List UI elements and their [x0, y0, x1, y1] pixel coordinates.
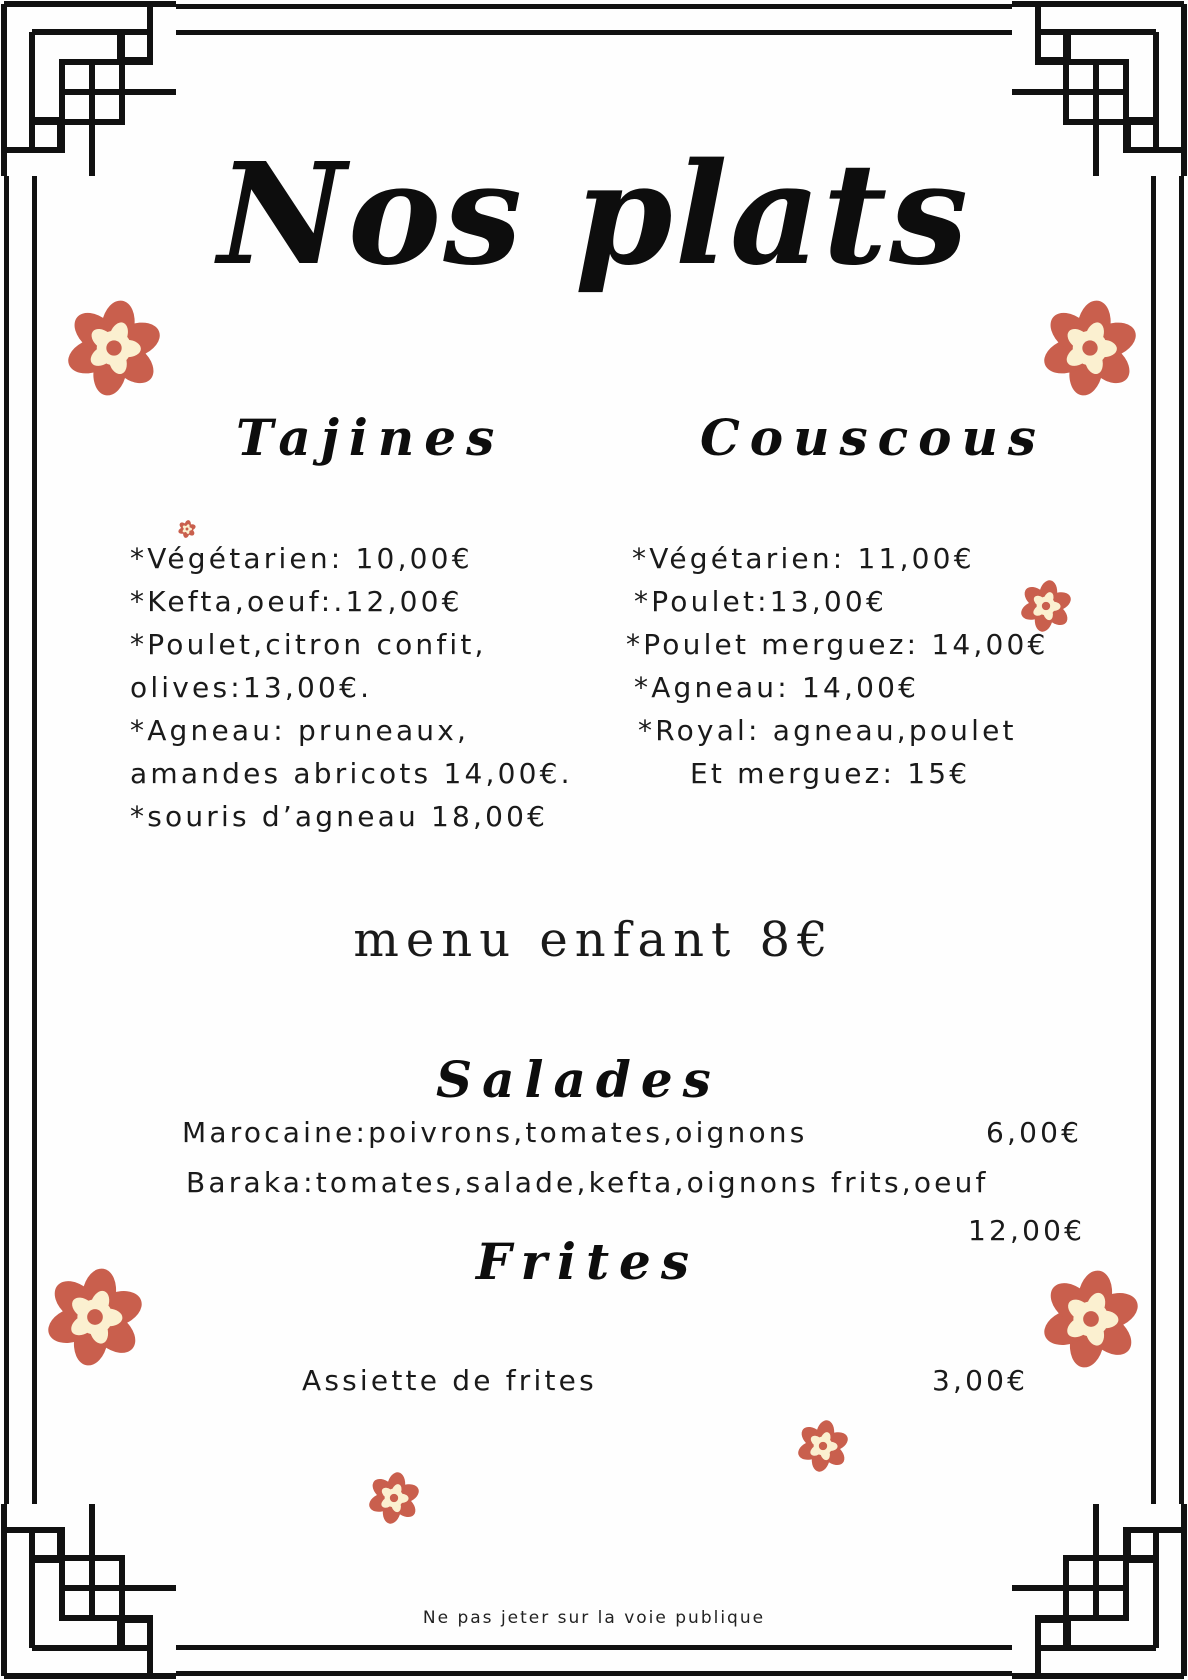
- tajine-item: *souris d’agneau 18,00€: [130, 800, 549, 833]
- section-title-frites: Frites: [476, 1232, 700, 1291]
- frites-name: Assiette de frites: [302, 1364, 597, 1397]
- section-title-salades: Salades: [436, 1050, 721, 1109]
- flower-icon: [46, 1268, 144, 1366]
- corner-ornament-bottom-right: [1008, 1500, 1188, 1680]
- kids-menu: menu enfant 8€: [353, 912, 835, 968]
- section-title-couscous: Couscous: [700, 408, 1046, 467]
- tajine-item: *Kefta,oeuf:.12,00€: [130, 585, 463, 618]
- couscous-item: *Poulet:13,00€: [634, 585, 887, 618]
- tajine-item: *Agneau: pruneaux,: [130, 714, 470, 747]
- corner-ornament-bottom-left: [0, 1500, 180, 1680]
- tajine-item: olives:13,00€.: [130, 671, 373, 704]
- page-title: Nos plats: [217, 133, 971, 297]
- couscous-item: *Agneau: 14,00€: [634, 671, 920, 704]
- section-title-tajines: Tajines: [236, 408, 505, 467]
- flower-icon: [368, 1472, 420, 1524]
- salade-name: Baraka:tomates,salade,kefta,oignons frits,oeuf: [186, 1166, 989, 1199]
- salade-price: 12,00€: [968, 1214, 1086, 1247]
- tajine-item: amandes abricots 14,00€.: [130, 757, 573, 790]
- couscous-item: *Royal: agneau,poulet: [638, 714, 1017, 747]
- salade-price: 6,00€: [986, 1116, 1083, 1149]
- couscous-item: *Poulet merguez: 14,00€: [626, 628, 1049, 661]
- couscous-item: Et merguez: 15€: [690, 757, 971, 790]
- flower-icon: [797, 1420, 849, 1472]
- tajine-item: *Végétarien: 10,00€: [130, 542, 473, 575]
- salade-name: Marocaine:poivrons,tomates,oignons: [182, 1116, 808, 1149]
- tajine-item: *Poulet,citron confit,: [130, 628, 487, 661]
- flower-icon: [1042, 1270, 1140, 1368]
- flower-icon: [1020, 580, 1072, 632]
- frites-price: 3,00€: [932, 1364, 1029, 1397]
- footer-note: Ne pas jeter sur la voie publique: [422, 1608, 766, 1628]
- flower-icon: [178, 520, 196, 538]
- couscous-item: *Végétarien: 11,00€: [632, 542, 975, 575]
- flower-icon: [66, 300, 162, 396]
- flower-icon: [1042, 300, 1138, 396]
